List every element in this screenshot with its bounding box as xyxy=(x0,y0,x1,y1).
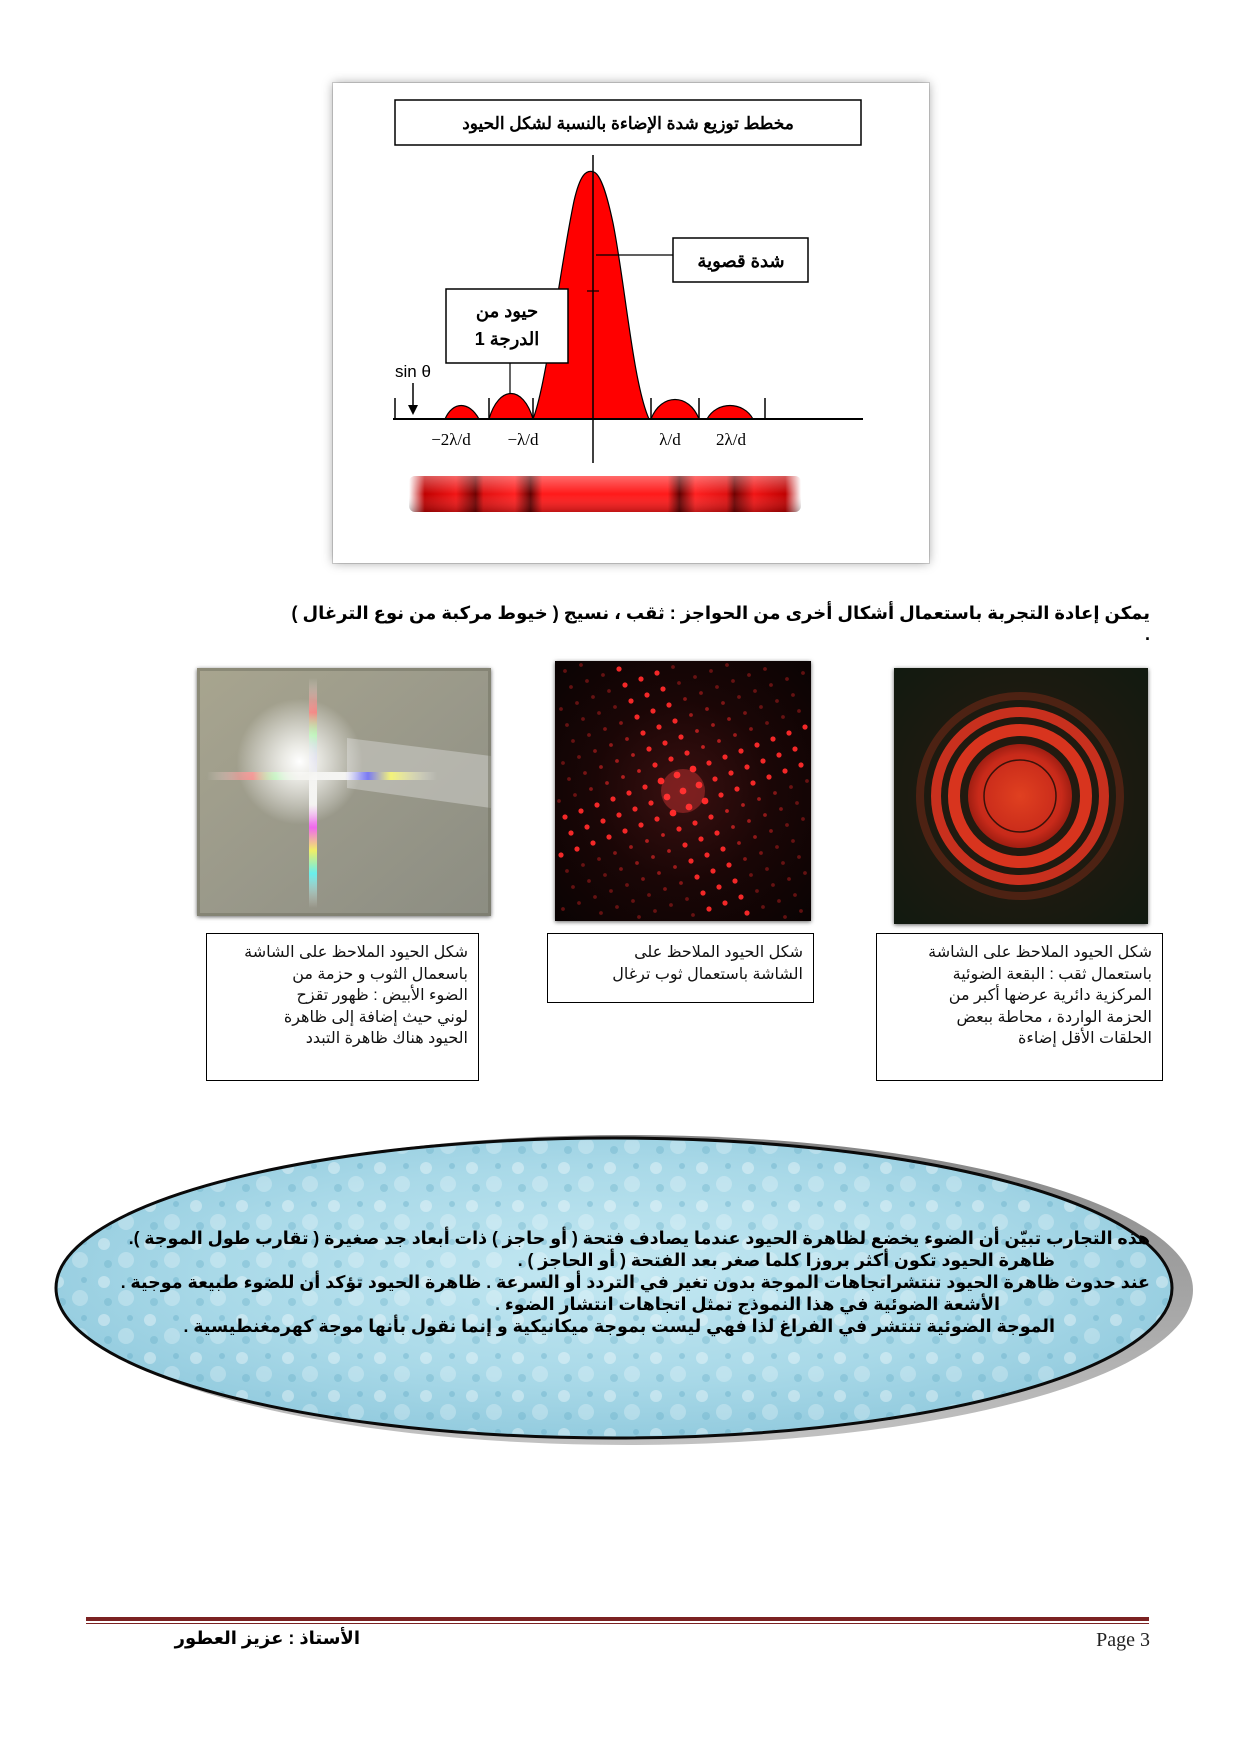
diffraction-dot xyxy=(717,739,721,743)
diffraction-dot xyxy=(626,790,631,795)
caption-hole: شكل الحيود الملاحظ على الشاشة باستعمال ثقب : البقعة الضوئية المركزية دائرية عرضها أكبر من الحزمة الواردة ، محاطة ببعض الحلقات الأقل إضاءة xyxy=(876,933,1163,1081)
diffraction-dot xyxy=(561,907,565,911)
second-order-lobe-left xyxy=(445,406,479,420)
diffraction-dot xyxy=(637,915,641,919)
diffraction-dot xyxy=(763,813,767,817)
diffraction-dot xyxy=(622,828,627,833)
diffraction-dot xyxy=(715,685,719,689)
diffraction-dot xyxy=(709,669,713,673)
diffraction-dot xyxy=(682,842,687,847)
diffraction-dot xyxy=(590,840,595,845)
diffraction-dot xyxy=(701,745,705,749)
diffraction-dot xyxy=(785,677,789,681)
footer-rule-thin xyxy=(86,1623,1149,1624)
first-order-lobe-right xyxy=(651,400,699,420)
diffraction-dot xyxy=(757,797,761,801)
diffraction-dot xyxy=(605,781,609,785)
diffraction-dot xyxy=(597,711,601,715)
diffraction-dot xyxy=(561,761,565,765)
diffraction-dot xyxy=(777,899,781,903)
diffraction-dot xyxy=(660,686,665,691)
diffraction-dot xyxy=(691,913,695,917)
diffraction-dot xyxy=(725,809,729,813)
diffraction-dot xyxy=(661,833,665,837)
summary-line-4: الأشعة الضوئية في هذا النموذج تمثل اتجاهات انتشار الضوء . xyxy=(495,1294,1000,1314)
diffraction-dot xyxy=(587,879,591,883)
diffraction-dot xyxy=(583,771,587,775)
diffraction-dot xyxy=(671,665,675,669)
diffraction-dot xyxy=(710,868,715,873)
diffraction-dot xyxy=(755,889,759,893)
diffraction-dot xyxy=(666,702,671,707)
diffraction-dot xyxy=(802,724,807,729)
diffraction-dot xyxy=(700,890,705,895)
diffraction-dot xyxy=(689,713,693,717)
diffraction-dot xyxy=(575,701,579,705)
diffraction-dot xyxy=(573,793,577,797)
diffraction-dot xyxy=(615,905,619,909)
diffraction-dot xyxy=(634,714,639,719)
diffraction-dot xyxy=(668,756,673,761)
diffraction-dot xyxy=(568,830,573,835)
diffraction-dot xyxy=(613,705,617,709)
diffraction-dot xyxy=(688,858,693,863)
tick-2-lambda: 2λ/d xyxy=(716,430,746,449)
diffraction-dot xyxy=(771,883,775,887)
diffraction-dot xyxy=(654,670,659,675)
diffraction-dot xyxy=(622,682,627,687)
diffraction-dot xyxy=(569,685,573,689)
diffraction-dot xyxy=(773,791,777,795)
diffraction-dot xyxy=(765,867,769,871)
diffraction-dot xyxy=(797,709,801,713)
tick-minus-lambda: −λ/d xyxy=(507,430,539,449)
diffraction-dot xyxy=(798,762,803,767)
diffraction-dot xyxy=(753,689,757,693)
diffraction-dot xyxy=(616,666,621,671)
figure-title: مخطط توزيع شدة الإضاءة بالنسبة لشكل الحيود xyxy=(462,114,794,133)
diffraction-dot xyxy=(559,707,563,711)
diffraction-dot xyxy=(722,754,727,759)
diffraction-dot xyxy=(718,792,723,797)
second-order-lobe-right xyxy=(707,406,753,420)
diffraction-dot xyxy=(683,697,687,701)
diffraction-dot xyxy=(692,820,697,825)
diffraction-dot xyxy=(648,800,653,805)
diffraction-dot xyxy=(579,663,583,667)
diffraction-dot xyxy=(797,855,801,859)
diffraction-dot xyxy=(578,808,583,813)
diffraction-dot xyxy=(711,723,715,727)
teacher-name: الأستاذ : عزيز العطور xyxy=(174,1628,360,1648)
diffraction-dot xyxy=(744,910,749,915)
diffraction-dot xyxy=(577,755,581,759)
diffraction-dot xyxy=(705,707,709,711)
diffraction-dot xyxy=(558,852,563,857)
diffraction-dot xyxy=(599,911,603,915)
diffraction-dot xyxy=(621,775,625,779)
diffraction-dot xyxy=(589,787,593,791)
diffraction-dot xyxy=(609,889,613,893)
diffraction-dot xyxy=(761,905,765,909)
diffraction-dot xyxy=(743,857,747,861)
diffraction-dot xyxy=(747,673,751,677)
diffraction-dot xyxy=(637,769,641,773)
diffraction-intensity-figure xyxy=(333,83,929,563)
diffraction-dot xyxy=(698,836,703,841)
first-order-label-line2: الدرجة 1 xyxy=(474,329,540,349)
summary-line-1: هذه التجارب تبيّن أن الضوء يخضع لظاهرة الحيود عندما يصادف فتحة ( أو حاجز ) ذات أبعاد جد صغيرة ( تقارب طول الموجة ). xyxy=(128,1228,1150,1248)
diffraction-dot xyxy=(563,669,567,673)
diffraction-dot xyxy=(741,803,745,807)
diffraction-hole-photo xyxy=(894,668,1148,924)
diffraction-dot xyxy=(629,845,633,849)
arrow-down-icon xyxy=(408,405,418,415)
diffraction-dot xyxy=(600,818,605,823)
diffraction-dot xyxy=(597,857,601,861)
diffraction-dot xyxy=(577,901,581,905)
diffraction-dot xyxy=(631,899,635,903)
diffraction-dot xyxy=(581,863,585,867)
diffraction-dot xyxy=(795,801,799,805)
diffraction-dot xyxy=(571,885,575,889)
diffraction-dot xyxy=(656,724,661,729)
diffraction-dot xyxy=(704,852,709,857)
diffraction-dot xyxy=(786,730,791,735)
diffraction-dot xyxy=(765,721,769,725)
diffraction-dot xyxy=(769,683,773,687)
diffraction-dot xyxy=(721,701,725,705)
diffraction-dot xyxy=(714,830,719,835)
diffraction-dot xyxy=(667,849,671,853)
diffraction-dot xyxy=(593,895,597,899)
diffraction-dot xyxy=(609,743,613,747)
diffraction-dot xyxy=(619,867,623,871)
diffraction-dot xyxy=(791,839,795,843)
diffraction-dot xyxy=(737,841,741,845)
diffraction-dot xyxy=(716,884,721,889)
diffraction-dot xyxy=(678,734,683,739)
diffraction-dot xyxy=(783,915,787,919)
summary-line-5: الموجة الضوئية تنتشر في الفراغ لذا فهي ليست بموجة ميكانيكية و إنما نقول بأنها موجة كهرمغنطيسية . xyxy=(183,1316,1055,1336)
diffraction-dot xyxy=(625,737,629,741)
diffraction-dot xyxy=(759,851,763,855)
diffraction-dot xyxy=(676,826,681,831)
diffraction-dot xyxy=(763,667,767,671)
intensity-diagram xyxy=(333,83,929,563)
diffraction-dot xyxy=(759,705,763,709)
diffraction-dot xyxy=(565,723,569,727)
diffraction-dot xyxy=(708,814,713,819)
diffraction-dot xyxy=(726,862,731,867)
diffraction-dot xyxy=(640,730,645,735)
page-number: Page 3 xyxy=(1096,1629,1150,1651)
diffraction-dot xyxy=(785,823,789,827)
diffraction-dot xyxy=(787,877,791,881)
diffraction-dot xyxy=(760,758,765,763)
diffraction-dot xyxy=(733,733,737,737)
diffraction-dot xyxy=(792,746,797,751)
diffraction-dot xyxy=(793,893,797,897)
sin-theta-label: sin θ xyxy=(395,362,431,381)
diffraction-dot xyxy=(613,851,617,855)
diffraction-dot xyxy=(591,695,595,699)
diffraction-dot xyxy=(754,742,759,747)
diffraction-dot xyxy=(603,727,607,731)
diffraction-dot xyxy=(650,708,655,713)
diffraction-dot xyxy=(782,768,787,773)
summary-text xyxy=(80,1227,1150,1337)
diffraction-dot xyxy=(738,748,743,753)
first-order-label-line1: حيود من xyxy=(475,301,539,321)
diffraction-dot xyxy=(616,812,621,817)
diffraction-dot xyxy=(731,679,735,683)
diffraction-dot xyxy=(599,765,603,769)
diffraction-dot xyxy=(642,784,647,789)
diffraction-fabric-photo xyxy=(555,661,811,921)
diffraction-dot xyxy=(584,824,589,829)
diffraction-dot xyxy=(638,676,643,681)
diffraction-dot xyxy=(775,845,779,849)
diffraction-dot xyxy=(781,715,785,719)
diffraction-dot xyxy=(693,675,697,679)
diffraction-dot xyxy=(734,786,739,791)
diffraction-dot xyxy=(791,693,795,697)
diffraction-dot xyxy=(638,822,643,827)
diffraction-dot xyxy=(695,729,699,733)
diffraction-dot xyxy=(684,750,689,755)
diffraction-dot xyxy=(732,878,737,883)
diffraction-dot xyxy=(801,671,805,675)
diffraction-dot xyxy=(781,861,785,865)
diffraction-dot xyxy=(731,825,735,829)
diffraction-dot xyxy=(776,752,781,757)
diffraction-dot xyxy=(677,681,681,685)
diffraction-dot xyxy=(706,760,711,765)
diffraction-dot xyxy=(679,881,683,885)
diffraction-dot xyxy=(587,733,591,737)
diffraction-dot xyxy=(749,873,753,877)
diffraction-dot xyxy=(725,663,729,667)
diffraction-dot xyxy=(799,909,803,913)
diffraction-dot xyxy=(571,739,575,743)
first-order-lobe-left xyxy=(489,394,533,420)
caption-fabric: شكل الحيود الملاحظ على الشاشة باستعمال ثوب ترغال xyxy=(547,933,814,1003)
diffraction-dot xyxy=(779,807,783,811)
central-glow xyxy=(661,769,705,813)
diffraction-dot xyxy=(694,874,699,879)
diffraction-dot xyxy=(557,799,561,803)
diffraction-dot xyxy=(805,779,809,783)
diffraction-dot xyxy=(606,834,611,839)
diffraction-dot xyxy=(562,814,567,819)
diffraction-dot xyxy=(727,717,731,721)
diffraction-dot xyxy=(712,776,717,781)
diffraction-dot xyxy=(672,718,677,723)
diffraction-dot xyxy=(737,695,741,699)
intro-sentence: يمكن إعادة التجربة باستعمال أشكال أخرى من الحواجز : ثقب ، نسيج ( خيوط مركبة من نوع الترغال ) . xyxy=(291,603,1150,644)
diffraction-dot xyxy=(607,689,611,693)
diffraction-dot xyxy=(750,780,755,785)
diffraction-dot xyxy=(628,698,633,703)
diffraction-dot xyxy=(738,894,743,899)
diffraction-dot xyxy=(753,835,757,839)
diffraction-dot xyxy=(619,721,623,725)
diffraction-dot xyxy=(647,893,651,897)
diffraction-dot xyxy=(803,871,807,875)
diffraction-dot xyxy=(775,699,779,703)
diffraction-dot xyxy=(747,819,751,823)
diffraction-dot xyxy=(567,777,571,781)
diffraction-dot xyxy=(646,746,651,751)
diffraction-white-light-photo xyxy=(197,668,491,916)
diffraction-dot xyxy=(722,900,727,905)
diffraction-dot xyxy=(706,906,711,911)
summary-line-3: عند حدوث ظاهرة الحيود تنتشراتجاهات الموجة بدون تغير في التردد أو السرعة . ظاهرة الحيود تؤكد أن للضوء طبيعة موجية . xyxy=(120,1272,1150,1292)
diffraction-dot xyxy=(585,679,589,683)
diffraction-dot xyxy=(645,839,649,843)
diffraction-dot xyxy=(657,871,661,875)
diffraction-dot xyxy=(769,829,773,833)
diffraction-dot xyxy=(601,673,605,677)
diffraction-dot xyxy=(663,887,667,891)
diffraction-dot xyxy=(615,759,619,763)
diffraction-dot xyxy=(625,883,629,887)
diffraction-dot xyxy=(654,816,659,821)
diffraction-dot xyxy=(669,903,673,907)
diffraction-dot xyxy=(766,774,771,779)
diffraction-dot xyxy=(641,877,645,881)
caption-white-light: شكل الحيود الملاحظ على الشاشة باسعمال الثوب و حزمة من الضوء الأبيض : ظهور تقزح لوني حيث إضافة إلى ظاهرة الحيود هناك ظاهرة التبدد xyxy=(206,933,479,1081)
diffraction-dot xyxy=(749,727,753,731)
diffraction-dot xyxy=(581,717,585,721)
diffraction-dot xyxy=(685,897,689,901)
diffraction-dot xyxy=(632,806,637,811)
diffraction-dot xyxy=(801,817,805,821)
summary-line-2: ظاهرة الحيود تكون أكثر بروزا كلما صغر بعد الفتحة ( أو الحاجز ) . xyxy=(517,1250,1055,1270)
footer-rule xyxy=(86,1617,1149,1621)
diffraction-dot xyxy=(635,861,639,865)
diffraction-dot xyxy=(720,846,725,851)
diffraction-dot xyxy=(653,909,657,913)
max-intensity-label: شدة قصوية xyxy=(697,251,785,271)
diffraction-dot xyxy=(631,753,635,757)
diffraction-dot xyxy=(743,711,747,715)
diffraction-dot xyxy=(744,764,749,769)
diffraction-dot xyxy=(699,691,703,695)
diffraction-dot xyxy=(789,785,793,789)
diffraction-dot xyxy=(593,749,597,753)
diffraction-dot xyxy=(673,865,677,869)
diffraction-dot xyxy=(652,762,657,767)
tick-minus-2-lambda: −2λ/d xyxy=(431,430,471,449)
diffraction-dot xyxy=(594,802,599,807)
diffraction-dot xyxy=(574,846,579,851)
diffraction-dot xyxy=(662,740,667,745)
diffraction-dot xyxy=(644,692,649,697)
diffraction-dot xyxy=(651,855,655,859)
tick-lambda: λ/d xyxy=(659,430,681,449)
diffraction-dot xyxy=(728,770,733,775)
diffraction-dot xyxy=(610,796,615,801)
diffraction-dot xyxy=(770,736,775,741)
diffraction-dot xyxy=(603,873,607,877)
diffraction-dot xyxy=(565,869,569,873)
